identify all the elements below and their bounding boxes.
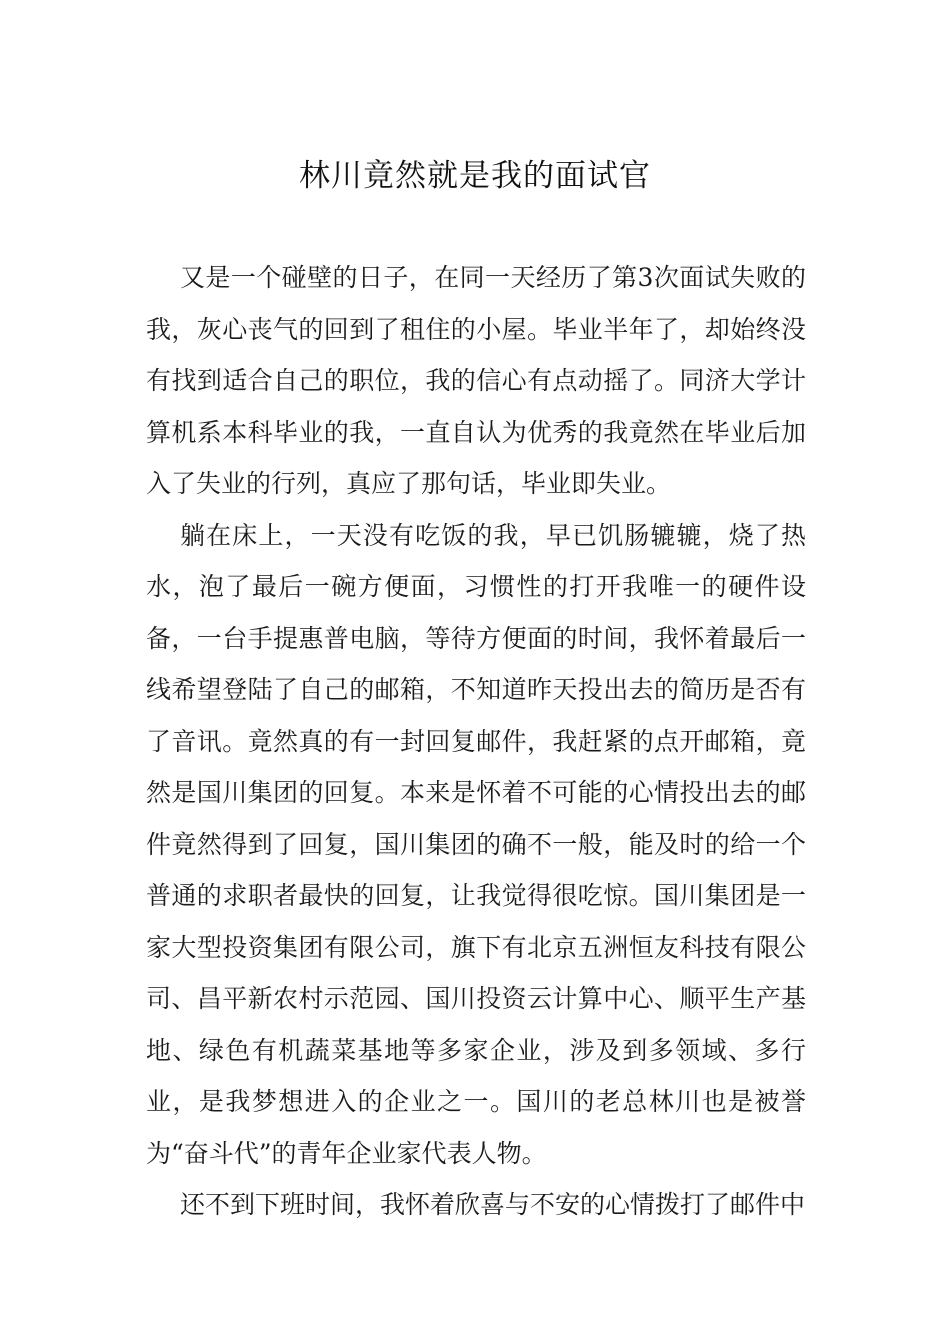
paragraph-3: 还不到下班时间，我怀着欣喜与不安的心情拨打了邮件中 — [180, 1190, 806, 1219]
document-body — [146, 252, 806, 1231]
paragraph-2: 躺在床上，一天没有吃饭的我，早已饥肠辘辘，烧了热水，泡了最后一碗方便面，习惯性的打开我唯一的硬件设备，一台手提惠普电脑，等待方便面的时间，我怀着最后一线希望登陆了自己的邮箱，不知道昨天投出去的简历是否有了音讯。竟然真的有一封回复邮件，我赶紧的点开邮箱，竟然是国川集团的回复。本来是怀着不可能的心情投出去的邮件竟然得到了回复，国川集团的确不一般，能及时的给一个普通的求职者最快的回复，让我觉得很吃惊。国川集团是一家大型投资集团有限公司，旗下有北京五洲恒友科技有限公司、昌平新农村示范园、国川投资云计算中心、顺平生产基地、绿色有机蔬菜基地等多家企业，涉及到多领域、多行业，是我梦想进入的企业之一。国川的老总林川也是被誉为“奋斗代”的青年企业家代表人物。 — [146, 520, 806, 1168]
document-title: 林川竟然就是我的面试官 — [299, 158, 651, 194]
paragraph-1: 又是一个碰壁的日子，在同一天经历了第3次面试失败的我，灰心丧气的回到了租住的小屋。毕业半年了，却始终没有找到适合自己的职位，我的信心有点动摇了。同济大学计算机系本科毕业的我，一直自认为优秀的我竟然在毕业后加入了失业的行列，真应了那句话，毕业即失业。 — [146, 263, 806, 498]
